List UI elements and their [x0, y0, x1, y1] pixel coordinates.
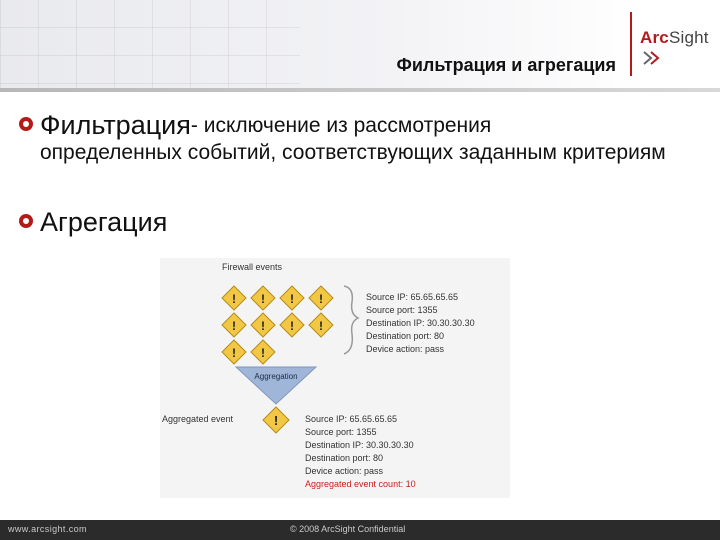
aggregated-warning-icon [263, 407, 289, 433]
warning-icon [222, 340, 246, 364]
warning-mark: ! [261, 292, 265, 306]
gear-bullet-icon [18, 116, 34, 132]
warning-icon [222, 286, 246, 310]
aggregated-detail-line: Destination IP: 30.30.30.30 [305, 440, 414, 450]
event-detail-line: Destination port: 80 [366, 331, 445, 341]
logo-text-a: Arc [640, 28, 669, 47]
footer [0, 520, 720, 540]
warning-mark: ! [232, 346, 236, 360]
warning-icon [280, 313, 304, 337]
aggregated-details [305, 414, 416, 489]
aggregated-detail-line: Destination port: 80 [305, 453, 384, 463]
bullet-term-aggregation: Агрегация [40, 207, 168, 237]
header-background [0, 0, 720, 90]
aggregated-detail-line: Source IP: 65.65.65.65 [305, 414, 398, 424]
bullet-term-filtering: Фильтрация [40, 110, 191, 140]
warning-icon [309, 286, 333, 310]
warning-icon [280, 286, 304, 310]
warning-icon [251, 286, 275, 310]
warning-mark: ! [232, 292, 236, 306]
gear-bullet-icon [18, 213, 34, 229]
warning-icon [222, 313, 246, 337]
event-detail-line: Destination IP: 30.30.30.30 [366, 318, 475, 328]
logo-arrow-icon [642, 50, 660, 66]
warning-mark: ! [290, 319, 294, 333]
footer-website: www.arcsight.com [8, 524, 87, 534]
slide-title: Фильтрация и агрегация [396, 55, 616, 75]
warning-grid [222, 286, 333, 364]
warning-icon [251, 313, 275, 337]
event-detail-line: Source port: 1355 [366, 305, 438, 315]
warning-mark: ! [232, 319, 236, 333]
bullet-definition-continued: определенных событий, соответствующих заданным критериям [40, 141, 666, 164]
bullet-definition: - исключение из рассмотрения [190, 114, 492, 137]
arcsight-logo [640, 28, 720, 68]
warning-mark: ! [319, 292, 323, 306]
aggregation-diagram-svg [160, 258, 510, 498]
aggregated-detail-line: Source port: 1355 [305, 427, 377, 437]
bullet-filtering [18, 110, 491, 141]
aggregated-detail-line: Device action: pass [305, 466, 384, 476]
event-details [366, 292, 475, 354]
warning-mark: ! [319, 319, 323, 333]
aggregated-event-label: Aggregated event [162, 414, 234, 424]
warning-icon [251, 340, 275, 364]
warning-mark: ! [290, 292, 294, 306]
firewall-events-label: Firewall events [222, 262, 283, 272]
bullet-aggregation [18, 207, 167, 238]
warning-mark: ! [261, 319, 265, 333]
warning-mark: ! [273, 413, 279, 428]
logo-divider [630, 12, 632, 76]
aggregated-count: Aggregated event count: 10 [305, 479, 416, 489]
details-brace [344, 286, 358, 354]
aggregation-diagram [160, 258, 510, 498]
logo-text-b: Sight [668, 28, 709, 47]
header-divider [0, 88, 720, 92]
aggregation-label: Aggregation [254, 372, 298, 381]
event-detail-line: Device action: pass [366, 344, 445, 354]
footer-copyright: © 2008 ArcSight Confidential [290, 524, 406, 534]
warning-icon [309, 313, 333, 337]
event-detail-line: Source IP: 65.65.65.65 [366, 292, 459, 302]
header-grid-decoration [0, 0, 300, 90]
warning-mark: ! [261, 346, 265, 360]
